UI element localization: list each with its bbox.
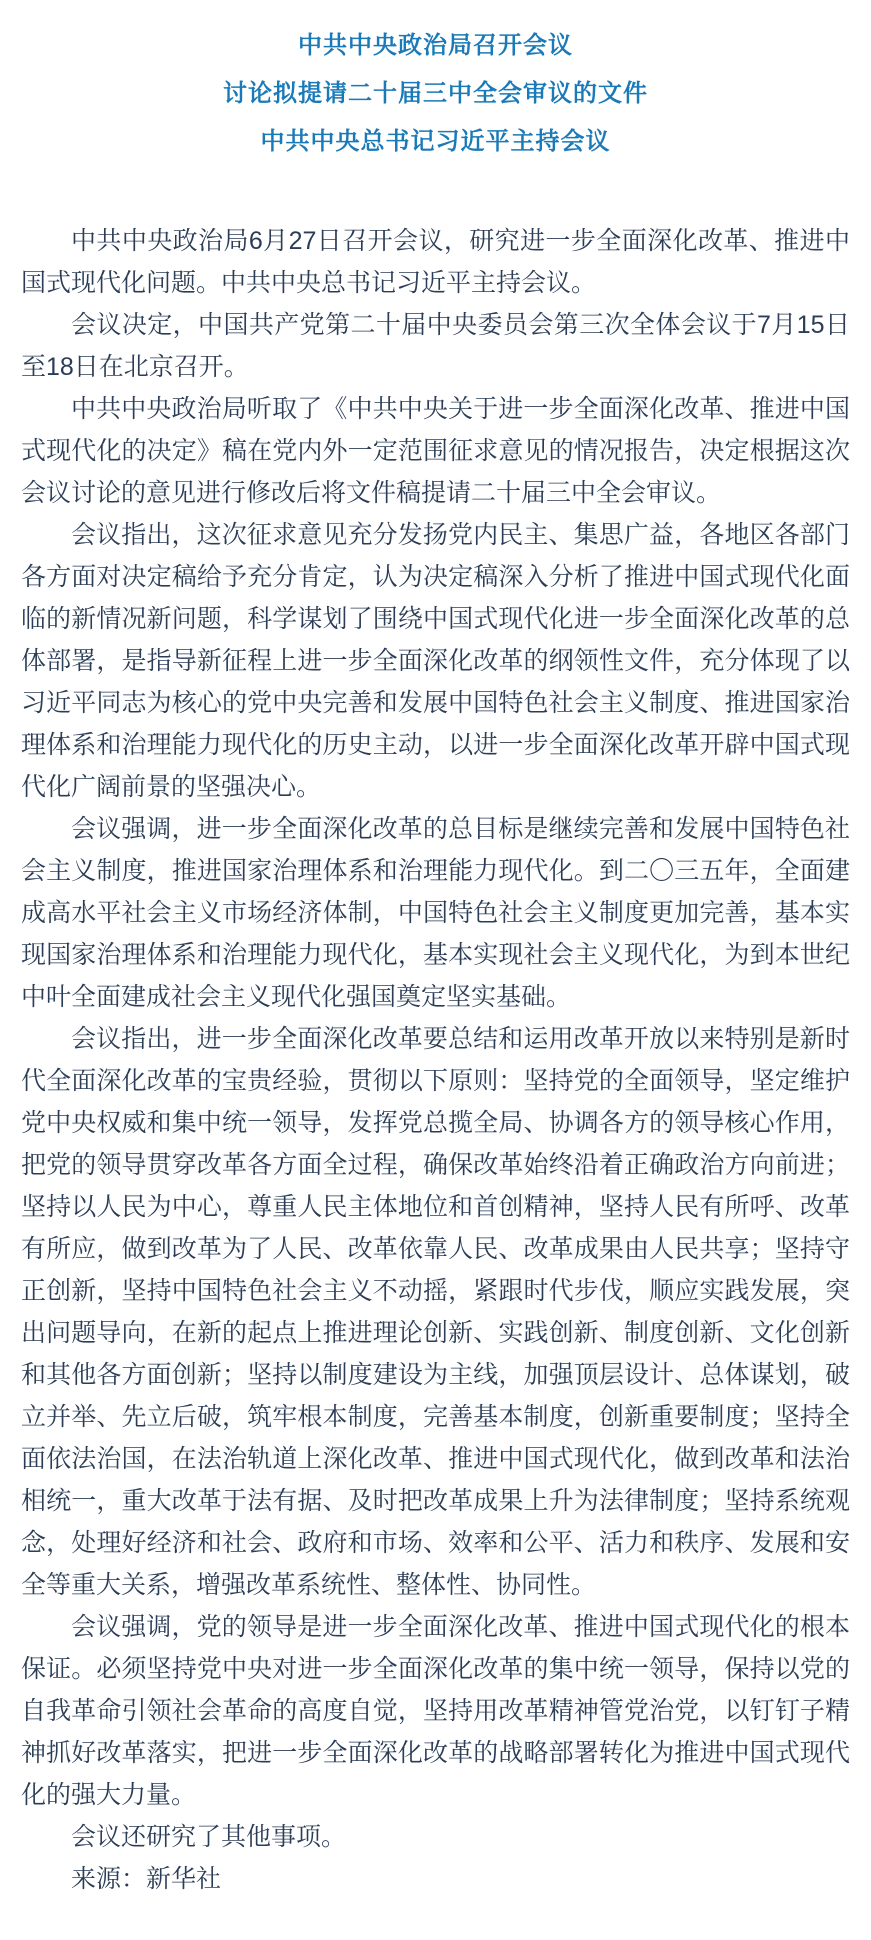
article-title-line-3: 中共中央总书记习近平主持会议	[260, 128, 611, 155]
source-line: 来源：新华社	[71, 1865, 222, 1893]
paragraph-2: 会议决定，中国共产党第二十届中央委员会第三次全体会议于7月15日至18日在北京召开。	[21, 311, 850, 381]
paragraph-6: 会议指出，进一步全面深化改革要总结和运用改革开放以来特别是新时代全面深化改革的宝贵经验，贯彻以下原则：坚持党的全面领导，坚定维护党中央权威和集中统一领导，发挥党总揽全局、协调各方的领导核心作用，把党的领导贯穿改革各方面全过程，确保改革始终沿着正确政治方向前进；坚持以人民为中心，尊重人民主体地位和首创精神，坚持人民有所呼、改革有所应，做到改革为了人民、改革依靠人民、改革成果由人民共享；坚持守正创新，坚持中国特色社会主义不动摇，紧跟时代步伐，顺应实践发展，突出问题导向，在新的起点上推进理论创新、实践创新、制度创新、文化创新和其他各方面创新；坚持以制度建设为主线，加强顶层设计、总体谋划，破立并举、先立后破，筑牢根本制度，完善基本制度，创新重要制度；坚持全面依法治国，在法治轨道上深化改革、推进中国式现代化，做到改革和法治相统一，重大改革于法有据、及时把改革成果上升为法律制度；坚持系统观念，处理好经济和社会、政府和市场、效率和公平、活力和秩序、发展和安全等重大关系，增强改革系统性、整体性、协同性。	[21, 1025, 850, 1599]
paragraph-8: 会议还研究了其他事项。	[71, 1823, 347, 1851]
paragraph-3: 中共中央政治局听取了《中共中央关于进一步全面深化改革、推进中国式现代化的决定》稿在党内外一定范围征求意见的情况报告，决定根据这次会议讨论的意见进行修改后将文件稿提请二十届三中全会审议。	[21, 395, 850, 507]
paragraph-7: 会议强调，党的领导是进一步全面深化改革、推进中国式现代化的根本保证。必须坚持党中央对进一步全面深化改革的集中统一领导，保持以党的自我革命引领社会革命的高度自觉，坚持用改革精神管党治党，以钉钉子精神抓好改革落实，把进一步全面深化改革的战略部署转化为推进中国式现代化的强大力量。	[21, 1613, 850, 1809]
paragraph-4: 会议指出，这次征求意见充分发扬党内民主、集思广益，各地区各部门各方面对决定稿给予充分肯定，认为决定稿深入分析了推进中国式现代化面临的新情况新问题，科学谋划了围绕中国式现代化进一步全面深化改革的总体部署，是指导新征程上进一步全面深化改革的纲领性文件，充分体现了以习近平同志为核心的党中央完善和发展中国特色社会主义制度、推进国家治理体系和治理能力现代化的历史主动，以进一步全面深化改革开辟中国式现代化广阔前景的坚强决心。	[21, 521, 850, 801]
paragraph-1: 中共中央政治局6月27日召开会议，研究进一步全面深化改革、推进中国式现代化问题。中共中央总书记习近平主持会议。	[21, 227, 850, 297]
article-title-line-1: 中共中央政治局召开会议	[298, 32, 573, 59]
article-title-line-2: 讨论拟提请二十届三中全会审议的文件	[223, 80, 648, 107]
paragraph-5: 会议强调，进一步全面深化改革的总目标是继续完善和发展中国特色社会主义制度，推进国家治理体系和治理能力现代化。到二〇三五年，全面建成高水平社会主义市场经济体制，中国特色社会主义制度更加完善，基本实现国家治理体系和治理能力现代化，基本实现社会主义现代化，为到本世纪中叶全面建成社会主义现代化强国奠定坚实基础。	[21, 815, 850, 1011]
article-body	[21, 220, 850, 1900]
article-title	[21, 22, 850, 166]
